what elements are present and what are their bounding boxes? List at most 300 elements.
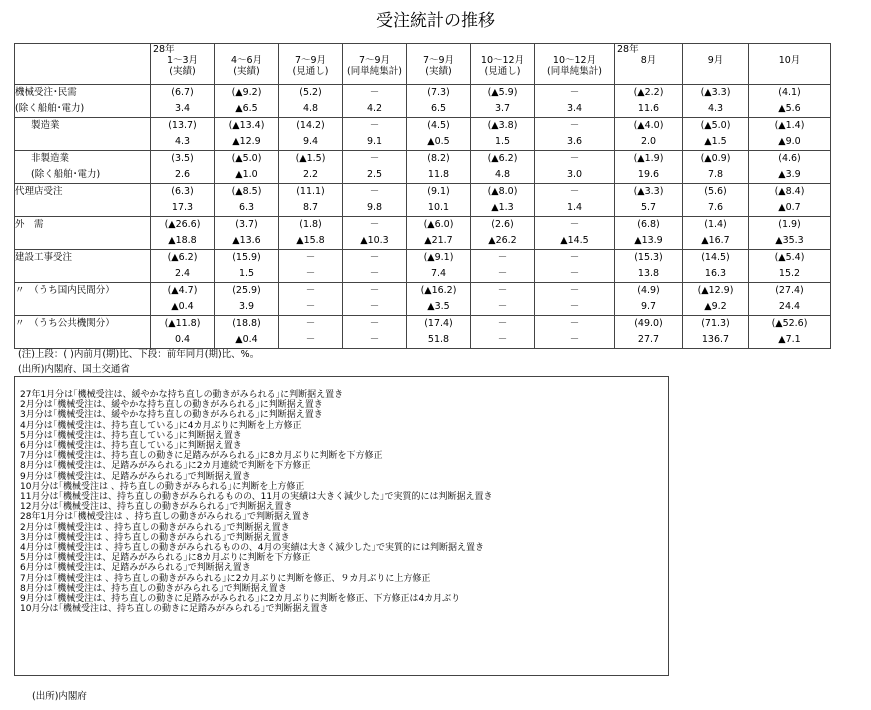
table-cell: [471, 85, 535, 118]
row-label-sub: [15, 233, 150, 249]
mom-value: (15.9): [232, 252, 261, 263]
column-year: [683, 44, 748, 55]
table-row: [15, 184, 831, 217]
yoy-value: 17.3: [171, 202, 194, 213]
column-header: [151, 44, 215, 85]
table-cell: [615, 250, 683, 283]
mom-value: －: [369, 87, 380, 98]
page-title: 受注統計の推移: [376, 11, 495, 31]
table-row: [15, 217, 831, 250]
mom-value: (▲3.3): [633, 186, 664, 197]
row-label: [15, 250, 151, 283]
mom-value: (▲9.1): [423, 252, 454, 263]
judgment-list: [15, 377, 668, 614]
row-label: [15, 184, 151, 217]
judgment-item: 10月分は｢機械受注は、持ち直しの動きに足踏みがみられる｣で判断据え置き: [20, 604, 329, 615]
table-row: [15, 283, 831, 316]
table-cell: [535, 85, 615, 118]
column-kind: (実績): [169, 66, 196, 77]
table-cell: [749, 316, 831, 349]
yoy-value: 4.2: [366, 103, 383, 114]
mom-value: (3.7): [235, 219, 258, 230]
yoy-value: ▲0.7: [778, 202, 801, 213]
yoy-value: ▲3.9: [778, 169, 801, 180]
yoy-value: 136.7: [701, 334, 730, 345]
judgment-item: 7月分は｢機械受注は 、持ち直しの動きがみられる｣に2カ月ぶりに判断を修正、９カ月ぶりに上方修正: [20, 573, 431, 584]
yoy-value: 11.8: [427, 169, 450, 180]
yoy-value: 9.4: [302, 136, 319, 147]
mom-value: (▲0.9): [700, 153, 731, 164]
column-header: [215, 44, 279, 85]
yoy-value: ▲0.4: [171, 301, 194, 312]
yoy-value: 4.8: [494, 169, 511, 180]
table-cell: [279, 217, 343, 250]
column-kind: (実績): [233, 66, 260, 77]
table-cell: [343, 316, 407, 349]
yoy-value: －: [369, 334, 380, 345]
column-period: 10～12月: [480, 55, 525, 66]
table-cell: [279, 118, 343, 151]
yoy-value: 7.6: [707, 202, 724, 213]
yoy-value: 7.8: [707, 169, 724, 180]
table-cell: [151, 217, 215, 250]
table-cell: [407, 184, 471, 217]
table-cell: [683, 283, 749, 316]
yoy-value: 2.2: [302, 169, 319, 180]
table-cell: [615, 217, 683, 250]
yoy-value: 4.3: [174, 136, 191, 147]
mom-value: －: [305, 318, 316, 329]
row-label: [15, 118, 151, 151]
table-cell: [749, 151, 831, 184]
column-period: 7～9月: [294, 55, 327, 66]
yoy-value: －: [497, 268, 508, 279]
table-cell: [683, 85, 749, 118]
judgment-item: 5月分は｢機械受注は、足踏みがみられる｣に8カ月ぶりに判断を下方修正: [20, 553, 311, 564]
column-kind: (同単純集計): [547, 66, 602, 77]
mom-value: (▲26.6): [164, 219, 201, 230]
yoy-value: －: [569, 334, 580, 345]
judgment-history-box: [14, 376, 669, 676]
row-label-sub: [15, 266, 150, 282]
yoy-value: －: [497, 334, 508, 345]
mom-value: (1.4): [704, 219, 727, 230]
table-cell: [279, 184, 343, 217]
mom-value: (▲5.4): [774, 252, 805, 263]
judgment-item: 3月分は｢機械受注は 、持ち直しの動きがみられる｣で判断据え置き: [20, 532, 290, 543]
yoy-value: －: [305, 268, 316, 279]
table-cell: [343, 151, 407, 184]
mom-value: (▲6.2): [487, 153, 518, 164]
mom-value: (▲6.2): [167, 252, 198, 263]
table-cell: [535, 283, 615, 316]
mom-value: (27.4): [775, 285, 804, 296]
yoy-value: ▲35.3: [775, 235, 804, 246]
column-kind: (見通し): [484, 66, 521, 77]
table-cell: [471, 217, 535, 250]
yoy-value: 27.7: [637, 334, 660, 345]
yoy-value: ▲1.5: [704, 136, 727, 147]
table-cell: [615, 184, 683, 217]
mom-value: (49.0): [634, 318, 663, 329]
judgment-item: 11月分は｢機械受注は、持ち直しの動きがみられるものの、11月の実績は大きく減少した｣で実質的には判断据え置き: [20, 492, 493, 503]
mom-value: －: [369, 186, 380, 197]
table-cell: [615, 151, 683, 184]
yoy-value: 3.9: [238, 301, 255, 312]
table-cell: [215, 118, 279, 151]
mom-value: (14.2): [296, 120, 325, 131]
column-year: 28年: [153, 44, 175, 55]
judgment-item: 4月分は｢機械受注は、持ち直している｣に4カ月ぶりに判断を上方修正: [20, 420, 302, 431]
row-label: [15, 283, 151, 316]
mom-value: －: [569, 153, 580, 164]
judgment-item: 28年1月分は｢機械受注は 、持ち直しの動きがみられる｣で判断据え置き: [20, 512, 311, 523]
table-cell: [535, 217, 615, 250]
yoy-value: ▲14.5: [560, 235, 589, 246]
table-cell: [279, 316, 343, 349]
mom-value: (4.9): [637, 285, 660, 296]
table-cell: [471, 250, 535, 283]
table-cell: [535, 250, 615, 283]
table-cell: [407, 250, 471, 283]
mom-value: (6.7): [171, 87, 194, 98]
table-cell: [407, 316, 471, 349]
table-cell: [535, 118, 615, 151]
judgment-item: 8月分は｢機械受注は、持ち直しの動きがみられる｣で判断据え置き: [20, 583, 287, 594]
column-year: [215, 44, 278, 55]
row-label-main: 〃 （うち国内民間分）: [15, 285, 115, 296]
mom-value: (▲4.7): [167, 285, 198, 296]
yoy-value: 13.8: [637, 268, 660, 279]
mom-value: －: [369, 285, 380, 296]
table-cell: [615, 316, 683, 349]
yoy-value: ▲0.5: [427, 136, 450, 147]
mom-value: －: [497, 285, 508, 296]
row-label-main: 機械受注･民需: [15, 87, 77, 98]
yoy-value: 9.8: [366, 202, 383, 213]
yoy-value: ▲13.9: [634, 235, 663, 246]
row-label-main: 非製造業: [31, 153, 70, 164]
table-cell: [683, 118, 749, 151]
yoy-value: 3.0: [566, 169, 583, 180]
yoy-value: 10.1: [427, 202, 450, 213]
judgment-item: 9月分は｢機械受注は、足踏みがみられる｣で判断据え置き: [20, 471, 251, 482]
mom-value: (4.6): [778, 153, 801, 164]
column-header: [343, 44, 407, 85]
mom-value: (1.9): [778, 219, 801, 230]
table-cell: [215, 316, 279, 349]
mom-value: (13.7): [168, 120, 197, 131]
yoy-value: 8.7: [302, 202, 319, 213]
yoy-value: 3.4: [566, 103, 583, 114]
yoy-value: ▲18.8: [168, 235, 197, 246]
mom-value: (11.1): [296, 186, 325, 197]
mom-value: (6.8): [637, 219, 660, 230]
yoy-value: 51.8: [427, 334, 450, 345]
row-label-main: 外 需: [15, 219, 44, 230]
column-year: 28年: [617, 44, 639, 55]
mom-value: (▲5.0): [231, 153, 262, 164]
mom-value: (▲12.9): [697, 285, 734, 296]
mom-value: (5.2): [299, 87, 322, 98]
column-period: 9月: [707, 55, 724, 66]
table-cell: [407, 85, 471, 118]
judgment-item: 4月分は｢機械受注は 、持ち直しの動きがみられるものの、4月の実績は大きく減少した｣で実質的には判断据え置き: [20, 543, 484, 554]
mom-value: (7.3): [427, 87, 450, 98]
column-period: 1～3月: [166, 55, 199, 66]
table-cell: [683, 151, 749, 184]
mom-value: (▲52.6): [771, 318, 808, 329]
row-label-sub: [15, 134, 150, 150]
table-source: (出所)内閣府、国土交通省: [18, 364, 130, 375]
mom-value: －: [369, 120, 380, 131]
mom-value: (5.6): [704, 186, 727, 197]
mom-value: －: [569, 252, 580, 263]
table-cell: [749, 283, 831, 316]
table-cell: [471, 118, 535, 151]
column-year: [471, 44, 534, 55]
mom-value: －: [305, 252, 316, 263]
yoy-value: 9.1: [366, 136, 383, 147]
mom-value: (71.3): [701, 318, 730, 329]
judgment-item: 7月分は｢機械受注は、持ち直しの動きに足踏みがみられる｣に8カ月ぶりに判断を下方修正: [20, 451, 383, 462]
mom-value: (8.2): [427, 153, 450, 164]
mom-value: (▲1.5): [295, 153, 326, 164]
header-corner: [15, 44, 151, 85]
mom-value: (▲8.5): [231, 186, 262, 197]
mom-value: (▲11.8): [164, 318, 201, 329]
column-year: [279, 44, 342, 55]
yoy-value: 6.5: [430, 103, 447, 114]
mom-value: (▲5.0): [700, 120, 731, 131]
yoy-value: －: [569, 268, 580, 279]
judgment-item: 5月分は｢機械受注は、持ち直している｣に判断据え置き: [20, 430, 242, 441]
mom-value: (▲8.4): [774, 186, 805, 197]
yoy-value: ▲9.0: [778, 136, 801, 147]
yoy-value: ▲7.1: [778, 334, 801, 345]
column-period: 10～12月: [552, 55, 597, 66]
column-header: [407, 44, 471, 85]
footer-source: (出所)内閣府: [32, 691, 87, 702]
mom-value: －: [369, 219, 380, 230]
column-kind: (見通し): [292, 66, 329, 77]
mom-value: (▲4.0): [633, 120, 664, 131]
table-row: [15, 250, 831, 283]
mom-value: (1.8): [299, 219, 322, 230]
row-label-sub: [15, 299, 150, 315]
yoy-value: 9.7: [640, 301, 657, 312]
table-cell: [215, 283, 279, 316]
yoy-value: 1.5: [238, 268, 255, 279]
yoy-value: ▲13.6: [232, 235, 261, 246]
table-cell: [749, 118, 831, 151]
mom-value: (▲6.0): [423, 219, 454, 230]
mom-value: (▲1.9): [633, 153, 664, 164]
table-cell: [343, 283, 407, 316]
table-cell: [215, 151, 279, 184]
table-cell: [343, 217, 407, 250]
yoy-value: －: [369, 301, 380, 312]
yoy-value: ▲26.2: [488, 235, 517, 246]
mom-value: －: [305, 285, 316, 296]
yoy-value: ▲9.2: [704, 301, 727, 312]
header-row: [15, 44, 831, 85]
mom-value: (4.1): [778, 87, 801, 98]
table-cell: [471, 151, 535, 184]
mom-value: －: [569, 318, 580, 329]
yoy-value: ▲10.3: [360, 235, 389, 246]
table-cell: [151, 85, 215, 118]
table-cell: [151, 118, 215, 151]
mom-value: －: [497, 318, 508, 329]
column-year: [407, 44, 470, 55]
row-label: [15, 85, 151, 118]
yoy-value: ▲3.5: [427, 301, 450, 312]
row-label: [15, 217, 151, 250]
yoy-value: 15.2: [778, 268, 801, 279]
table-cell: [343, 250, 407, 283]
table-cell: [215, 217, 279, 250]
row-label-main: 製造業: [31, 120, 60, 131]
table-cell: [615, 85, 683, 118]
yoy-value: 11.6: [637, 103, 660, 114]
table-cell: [615, 283, 683, 316]
mom-value: －: [569, 285, 580, 296]
judgment-item: 10月分は｢機械受注は 、持ち直しの動きがみられる｣に判断を上方修正: [20, 481, 305, 492]
yoy-value: 7.4: [430, 268, 447, 279]
yoy-value: 0.4: [174, 334, 191, 345]
table-cell: [615, 118, 683, 151]
table-row: [15, 85, 831, 118]
table-cell: [535, 151, 615, 184]
mom-value: (9.1): [427, 186, 450, 197]
table-cell: [279, 151, 343, 184]
mom-value: (▲8.0): [487, 186, 518, 197]
mom-value: (3.5): [171, 153, 194, 164]
table-cell: [151, 151, 215, 184]
yoy-value: 1.4: [566, 202, 583, 213]
row-label-sub: (除く船舶･電力): [15, 103, 85, 114]
table-cell: [215, 85, 279, 118]
table-cell: [151, 184, 215, 217]
row-label: [15, 151, 151, 184]
table-cell: [683, 250, 749, 283]
column-header: [471, 44, 535, 85]
yoy-value: 2.0: [640, 136, 657, 147]
mom-value: (▲9.2): [231, 87, 262, 98]
table-cell: [471, 283, 535, 316]
table-cell: [151, 316, 215, 349]
column-period: 7～9月: [422, 55, 455, 66]
judgment-item: 12月分は｢機械受注は、持ち直しの動きがみられる｣で判断据え置き: [20, 502, 293, 513]
yoy-value: 5.7: [640, 202, 657, 213]
judgment-item: 8月分は｢機械受注は、足踏みがみられる｣に2カ月連続で判断を下方修正: [20, 461, 311, 472]
yoy-value: 6.3: [238, 202, 255, 213]
yoy-value: －: [305, 334, 316, 345]
mom-value: (▲2.2): [633, 87, 664, 98]
table-cell: [749, 184, 831, 217]
mom-value: (▲5.9): [487, 87, 518, 98]
mom-value: (18.8): [232, 318, 261, 329]
yoy-value: 1.5: [494, 136, 511, 147]
orders-table: [14, 43, 831, 349]
mom-value: (14.5): [701, 252, 730, 263]
column-period: 8月: [640, 55, 657, 66]
column-header: [279, 44, 343, 85]
yoy-value: －: [569, 301, 580, 312]
table-cell: [535, 316, 615, 349]
judgment-item: 9月分は｢機械受注は、持ち直しの動きに足踏みがみられる｣に2カ月ぶりに判断を修正、下方修正は4カ月ぶり: [20, 594, 461, 605]
column-year: [535, 44, 614, 55]
table-cell: [215, 250, 279, 283]
yoy-value: ▲21.7: [424, 235, 453, 246]
column-header: [535, 44, 615, 85]
table-cell: [279, 250, 343, 283]
yoy-value: 2.4: [174, 268, 191, 279]
table-cell: [471, 316, 535, 349]
table-row: [15, 118, 831, 151]
table-cell: [535, 184, 615, 217]
table-cell: [407, 118, 471, 151]
table-cell: [343, 118, 407, 151]
judgment-item: 6月分は｢機械受注は、足踏みがみられる｣で判断据え置き: [20, 563, 251, 574]
mom-value: (4.5): [427, 120, 450, 131]
column-period: 7～9月: [358, 55, 391, 66]
judgment-item: 3月分は｢機械受注は、緩やかな持ち直しの動きがみられる｣に判断据え置き: [20, 410, 323, 421]
judgment-item: 2月分は｢機械受注は、緩やかな持ち直しの動きがみられる｣に判断据え置き: [20, 400, 323, 411]
table-cell: [407, 217, 471, 250]
mom-value: －: [569, 120, 580, 131]
mom-value: (17.4): [424, 318, 453, 329]
column-kind: (同単純集計): [347, 66, 402, 77]
mom-value: －: [569, 186, 580, 197]
table-cell: [683, 217, 749, 250]
yoy-value: ▲12.9: [232, 136, 261, 147]
yoy-value: 3.7: [494, 103, 511, 114]
yoy-value: －: [497, 301, 508, 312]
yoy-value: ▲5.6: [778, 103, 801, 114]
mom-value: －: [369, 252, 380, 263]
table-row: [15, 316, 831, 349]
table-cell: [151, 250, 215, 283]
mom-value: －: [569, 87, 580, 98]
yoy-value: 2.6: [174, 169, 191, 180]
yoy-value: －: [305, 301, 316, 312]
table-row: [15, 151, 831, 184]
yoy-value: 16.3: [704, 268, 727, 279]
table-note: (注)上段：( )内前月(期)比、下段：前年同月(期)比、%。: [18, 349, 260, 360]
column-period: 4～6月: [230, 55, 263, 66]
mom-value: (▲16.2): [420, 285, 457, 296]
yoy-value: 24.4: [778, 301, 801, 312]
row-label-sub: [15, 200, 150, 216]
yoy-value: 19.6: [637, 169, 660, 180]
table-cell: [749, 85, 831, 118]
table-cell: [151, 283, 215, 316]
mom-value: (▲1.4): [774, 120, 805, 131]
mom-value: (15.3): [634, 252, 663, 263]
column-kind: (実績): [425, 66, 452, 77]
table-cell: [471, 184, 535, 217]
mom-value: －: [569, 219, 580, 230]
judgment-item: 2月分は｢機械受注は 、持ち直しの動きがみられる｣で判断据え置き: [20, 522, 290, 533]
mom-value: －: [369, 318, 380, 329]
mom-value: (6.3): [171, 186, 194, 197]
table-cell: [407, 283, 471, 316]
yoy-value: ▲16.7: [701, 235, 730, 246]
table-cell: [683, 184, 749, 217]
mom-value: (▲13.4): [228, 120, 265, 131]
